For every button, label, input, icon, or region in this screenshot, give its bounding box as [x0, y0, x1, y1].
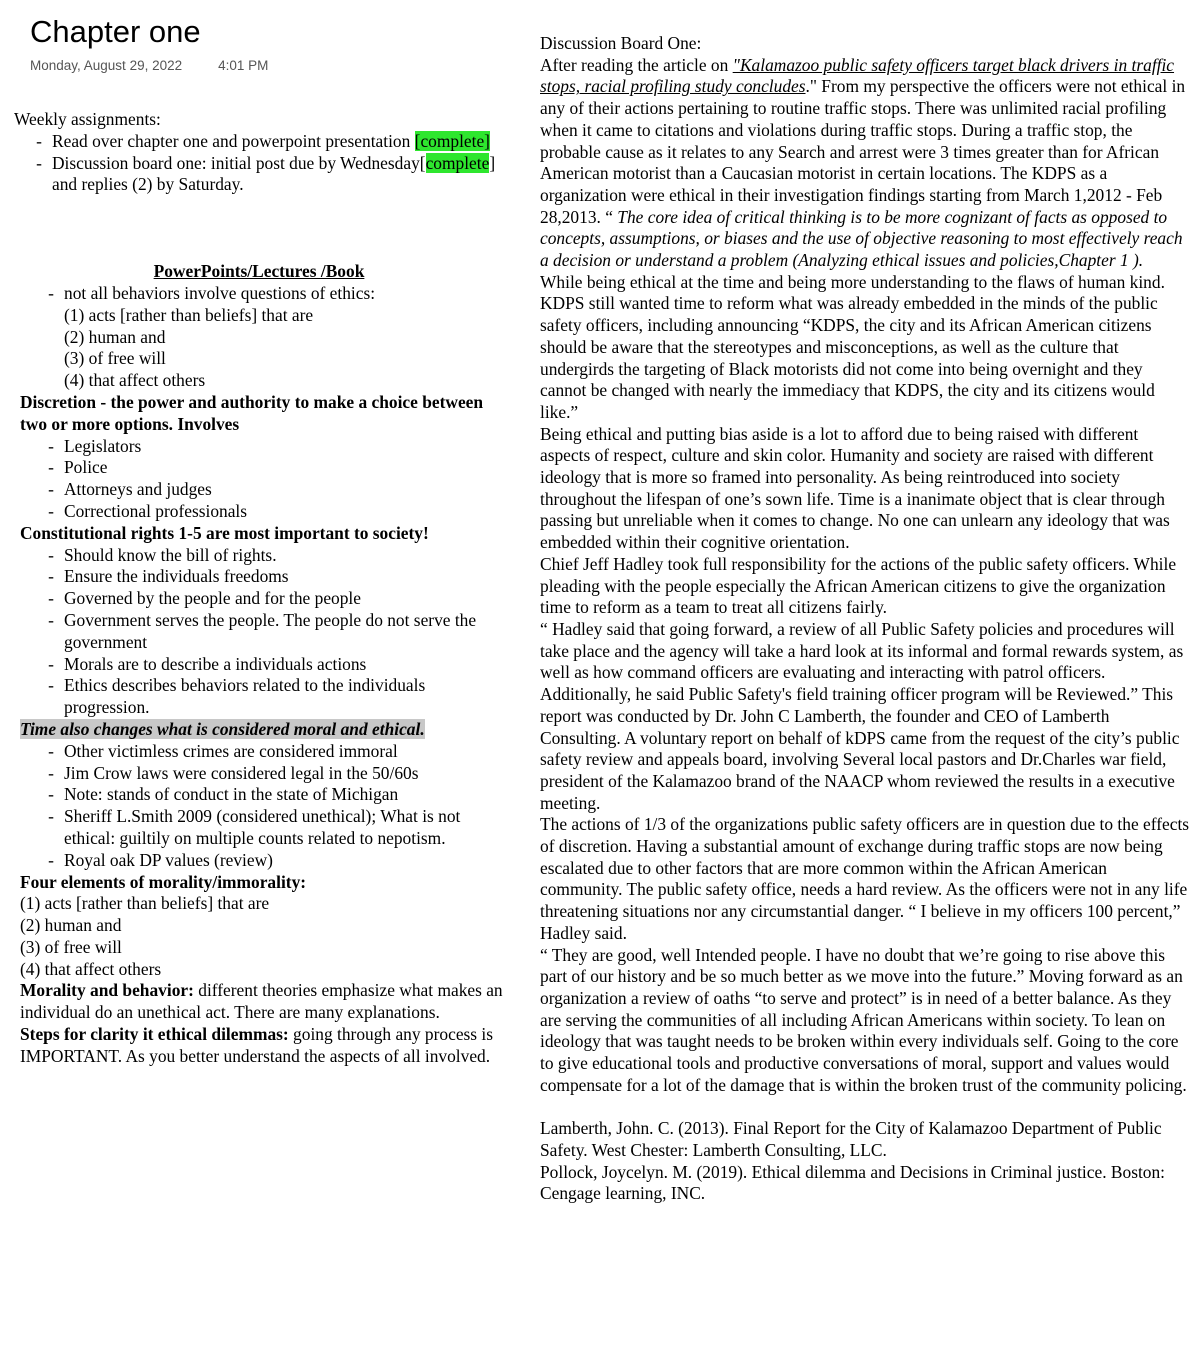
- list-item: - Attorneys and judges: [48, 479, 212, 500]
- weekly-item: - Read over chapter one and powerpoint presentation [complete]: [36, 130, 490, 151]
- discussion-paragraph: “ They are good, well Intended people. I have no doubt that we’re going to rise above this part of our history and be so much better as we move into the future.” Moving forward as an organization a review of oaths “to serve and protect” is in need of a better balance. As they are serving the communities of all including African Americans within society. To lean on ideology that was taught needs to be broken within every individuals self. Going to the core to give educational tools and productive conversations of moral, support and values would compensate for a lot of the damage that is within the broken trust of the community policing.: [540, 944, 1187, 1095]
- list-item: - Royal oak DP values (review): [48, 849, 273, 870]
- notes-body: [14, 109, 504, 1068]
- discussion-paragraph: Being ethical and putting bias aside is a lot to afford due to being raised with different aspects of respect, culture and skin color. Humanity and society are raised with different ideology that is more so framed into personality. As being reintroduced into society throughout the lifespan of one’s sown life. Time is a inanimate object that is clear through passing but unreliable when it comes to change. No one can unlearn any ideology that was embedded within their cognitive orientation.: [540, 423, 1170, 553]
- discussion-paragraph: The actions of 1/3 of the organizations public safety officers are in question due to the effects of discretion. Having a substantial amount of exchange during traffic stops are now being escalated due to other factors that are more common within the African American community. The public safety office, needs a hard review. As the officers were not in any life threatening situations nor any circumstantial danger. “ I believe in my officers 100 percent,” Hadley said.: [540, 814, 1190, 943]
- page-time: 4:01 PM: [218, 58, 269, 73]
- page-date: Monday, August 29, 2022: [30, 58, 183, 73]
- list-item: - Police: [48, 457, 108, 478]
- list-item: - Government serves the people. The people do not serve the government: [48, 609, 477, 652]
- list-item: - Morals are to describe a individuals actions: [48, 653, 367, 674]
- reference: Pollock, Joycelyn. M. (2019). Ethical dilemma and Decisions in Criminal justice. Boston: Cengage learning, INC.: [540, 1161, 1166, 1204]
- complete-tag: complete: [425, 152, 490, 173]
- time-heading: Time also changes what is considered moral and ethical.: [20, 718, 425, 739]
- pp-sub: (2) human and: [64, 326, 166, 347]
- discussion-paragraph: Chief Jeff Hadley took full responsibility for the actions of the public safety officers. While pleading with the people especially the African American citizens to give the organization time to reform as a team to treat all citizens fairly.: [540, 553, 1177, 618]
- morality-paragraph: Morality and behavior: different theories emphasize what makes an individual do an unethical act. There are many explanations.: [20, 980, 503, 1023]
- list-item: - Ensure the individuals freedoms: [48, 566, 289, 587]
- constitutional-heading: Constitutional rights 1-5 are most important to society!: [20, 522, 429, 543]
- discussion-paragraph: “ Hadley said that going forward, a review of all Public Safety policies and procedures will take place and the agency will take a hard look at its informal and formal rewards system, as well as how command officers are evaluating and interacting with patrol officers. Additionally, he said Public Safety's field training officer program will be Reviewed.” This report was conducted by Dr. John C Lamberth, the founder and CEO of Lamberth Consulting. A voluntary report on behalf of kDPS came from the request of the city’s public safety review and appeals board, involving Several local pastors and Dr.Charles war field, president of the Kalamazoo brand of the NAACP whom reviewed the results in a executive meeting.: [540, 618, 1184, 813]
- discretion-heading: Discretion - the power and authority to make a choice between two or more options. Involves: [20, 391, 484, 434]
- steps-paragraph: Steps for clarity it ethical dilemmas: going through any process is IMPORTANT. As you better understand the aspects of all involved.: [20, 1024, 494, 1066]
- reference: Lamberth, John. C. (2013). Final Report for the City of Kalamazoo Department of Public Safety. West Chester: Lamberth Consulting, LLC.: [540, 1118, 1162, 1160]
- list-item: - Ethics describes behaviors related to the individuals progression.: [48, 675, 426, 718]
- element-item: (2) human and: [20, 915, 122, 936]
- discussion-paragraph: After reading the article on "Kalamazoo public safety officers target black drivers in traffic stops, racial profiling study concludes." From my perspective the officers were not ethical in any of their actions pertaining to routine traffic stops. There was unlimited racial profiling when it came to citations and violations during traffic stops. During a traffic stop, the probable cause as it relates to any Search and arrest were 3 times greater than for African American motorist than a Caucasian motorist in certain locations. The KDPS as a organization were ethical in their investigation findings starting from March 1,2012 - Feb 28,2013. “ The core idea of critical thinking is to be more cognizant of facts as opposed to concepts, assumptions, or biases and the use of objective reasoning to most effectively reach a decision or understand a problem (Analyzing ethical issues and policies,Chapter 1 ).: [540, 54, 1186, 271]
- list-item: - Note: stands of conduct in the state of Michigan: [48, 784, 399, 805]
- pp-sub: (4) that affect others: [64, 370, 206, 391]
- weekly-item: - Discussion board one: initial post due by Wednesday[complete] and replies (2) by Saturday.: [36, 152, 496, 195]
- pp-sub: (1) acts [rather than beliefs] that are: [64, 304, 314, 325]
- pp-sub: (3) of free will: [64, 348, 166, 369]
- list-item: - Other victimless crimes are considered immoral: [48, 740, 398, 761]
- discussion-heading: Discussion Board One:: [540, 33, 702, 53]
- discussion-paragraph: While being ethical at the time and being more understanding to the flaws of human kind. KDPS still wanted time to reform what was already embedded in the minds of the public safety officers, including announcing “KDPS, the city and its African American citizens should be aware that the stereotypes and misconceptions, as well as the culture that undergirds the targeting of Black motorists did not come into being overnight and they cannot be changed with nearly the immediacy that KDPS, the city and its citizens would like.”: [540, 271, 1165, 422]
- list-item: - Correctional professionals: [48, 500, 248, 521]
- page-title: Chapter one: [30, 14, 201, 49]
- discussion-column: [540, 33, 1192, 1205]
- element-item: (4) that affect others: [20, 958, 162, 979]
- weekly-heading: Weekly assignments:: [14, 109, 161, 129]
- page-meta: [30, 58, 268, 73]
- list-item: - Should know the bill of rights.: [48, 544, 277, 565]
- complete-tag: [complete]: [414, 130, 490, 151]
- four-elements-heading: Four elements of morality/immorality:: [20, 871, 307, 892]
- pp-item: - not all behaviors involve questions of ethics:: [48, 282, 376, 303]
- powerpoints-heading: PowerPoints/Lectures /Book: [153, 261, 365, 282]
- list-item: - Legislators: [48, 435, 142, 456]
- element-item: (1) acts [rather than beliefs] that are: [20, 893, 270, 914]
- list-item: - Sheriff L.Smith 2009 (considered unethical); What is not ethical: guiltily on multiple counts related to nepotism.: [48, 806, 461, 848]
- list-item: - Governed by the people and for the people: [48, 588, 361, 609]
- list-item: - Jim Crow laws were considered legal in the 50/60s: [48, 762, 419, 783]
- article-link[interactable]: "Kalamazoo public safety officers target black drivers in traffic stops, racial profiling study concludes: [540, 54, 1175, 97]
- element-item: (3) of free will: [20, 936, 122, 957]
